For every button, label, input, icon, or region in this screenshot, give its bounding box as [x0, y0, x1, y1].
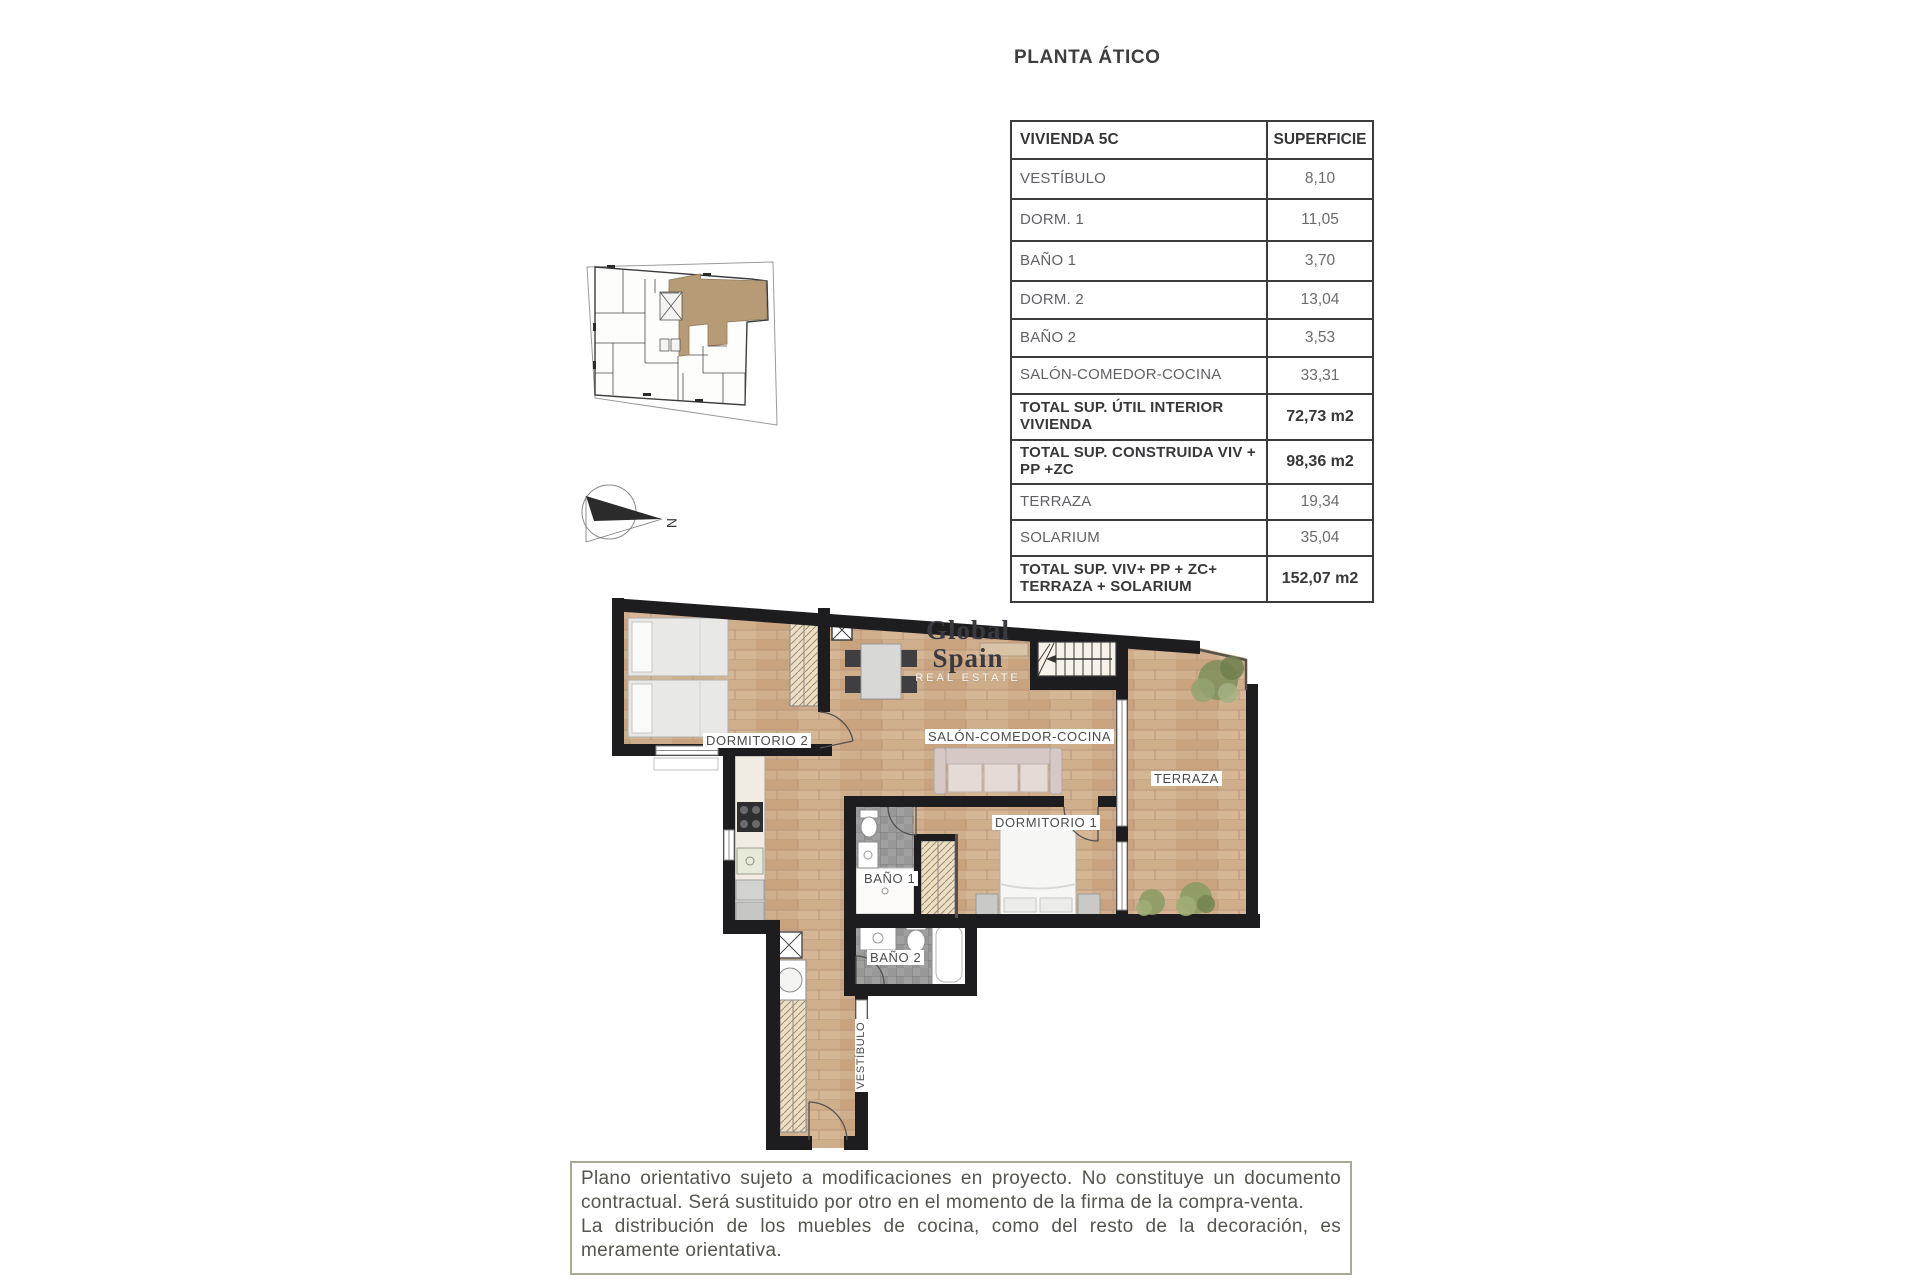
- room-label-salon: SALÓN-COMEDOR-COCINA: [925, 729, 1114, 744]
- room-label-bano1: BAÑO 1: [861, 871, 918, 886]
- table-cell-label: SOLARIUM: [1011, 520, 1267, 556]
- room-label-bano2: BAÑO 2: [867, 950, 924, 965]
- table-cell-label: VESTÍBULO: [1011, 159, 1267, 199]
- room-label-vestibulo: VESTÍBULO: [855, 1019, 868, 1092]
- toilet: [860, 810, 878, 837]
- table-cell-value: 19,34: [1267, 484, 1373, 520]
- table-cell-label: BAÑO 2: [1011, 319, 1267, 357]
- table-cell-label: TOTAL SUP. VIV+ PP + ZC+ TERRAZA + SOLARIUM: [1011, 556, 1267, 602]
- single-bed: [628, 680, 728, 737]
- table-cell-value: 8,10: [1267, 159, 1373, 199]
- sofa: [934, 748, 1062, 794]
- room-label-dormitorio1: DORMITORIO 1: [992, 815, 1100, 830]
- site-key-plan: [583, 253, 795, 443]
- page-title: PLANTA ÁTICO: [1014, 47, 1161, 68]
- watermark-tagline: REAL ESTATE: [915, 672, 1021, 684]
- table-row-total: [1011, 440, 1373, 484]
- sink: [860, 926, 896, 950]
- table-cell-value: 35,04: [1267, 520, 1373, 556]
- table-header-surface: SUPERFICIE: [1267, 121, 1373, 159]
- table-header-row: [1011, 121, 1373, 159]
- table-cell-label: DORM. 1: [1011, 199, 1267, 241]
- compass-icon: [573, 478, 685, 554]
- disclaimer-box: [570, 1161, 1352, 1275]
- table-row: [1011, 484, 1373, 520]
- table-cell-label: TOTAL SUP. ÚTIL INTERIOR VIVIENDA: [1011, 394, 1267, 440]
- single-bed: [628, 618, 728, 676]
- disclaimer-paragraph: La distribución de los muebles de cocina, como del resto de la decoración, es meramente orientativa.: [581, 1215, 1341, 1261]
- table-header-unit: VIVIENDA 5C: [1011, 121, 1267, 159]
- table-row: [1011, 159, 1373, 199]
- table-cell-value: 72,73 m2: [1267, 394, 1373, 440]
- room-label-dormitorio2: DORMITORIO 2: [703, 733, 811, 748]
- table-cell-value: 33,31: [1267, 357, 1373, 394]
- table-cell-value: 3,53: [1267, 319, 1373, 357]
- table-cell-value: 13,04: [1267, 281, 1373, 319]
- table-cell-label: TOTAL SUP. CONSTRUIDA VIV + PP +ZC: [1011, 440, 1267, 484]
- table-cell-value: 11,05: [1267, 199, 1373, 241]
- table-row: [1011, 241, 1373, 281]
- watermark-brand: Global Spain: [925, 615, 1011, 673]
- table-cell-value: 3,70: [1267, 241, 1373, 281]
- disclaimer-paragraph: Plano orientativo sujeto a modificaciones en proyecto. No constituye un documento contractual. Será sustituido por otro en el momento de la firma de la compra-venta.: [581, 1168, 1341, 1213]
- sink: [858, 842, 878, 868]
- table-row: [1011, 357, 1373, 394]
- sideboard: [980, 643, 1028, 656]
- table-row: [1011, 520, 1373, 556]
- staircase: [1038, 642, 1116, 676]
- surface-table: [1010, 120, 1374, 603]
- table-cell-value: 98,36 m2: [1267, 440, 1373, 484]
- table-row-total: [1011, 394, 1373, 440]
- table-cell-label: SALÓN-COMEDOR-COCINA: [1011, 357, 1267, 394]
- wardrobe: [790, 618, 818, 706]
- table-cell-label: DORM. 2: [1011, 281, 1267, 319]
- wardrobe: [921, 841, 955, 918]
- table-row: [1011, 281, 1373, 319]
- table-cell-label: BAÑO 1: [1011, 241, 1267, 281]
- table-cell-label: TERRAZA: [1011, 484, 1267, 520]
- bathtub: [932, 922, 966, 986]
- kitchen-counter: [735, 756, 765, 924]
- table-cell-value: 152,07 m2: [1267, 556, 1373, 602]
- wardrobe: [780, 1000, 806, 1132]
- room-label-terraza: TERRAZA: [1151, 771, 1222, 786]
- compass-north-label: N: [664, 518, 680, 529]
- table-row: [1011, 319, 1373, 357]
- floor-plan: [600, 592, 1280, 1162]
- table-row: [1011, 199, 1373, 241]
